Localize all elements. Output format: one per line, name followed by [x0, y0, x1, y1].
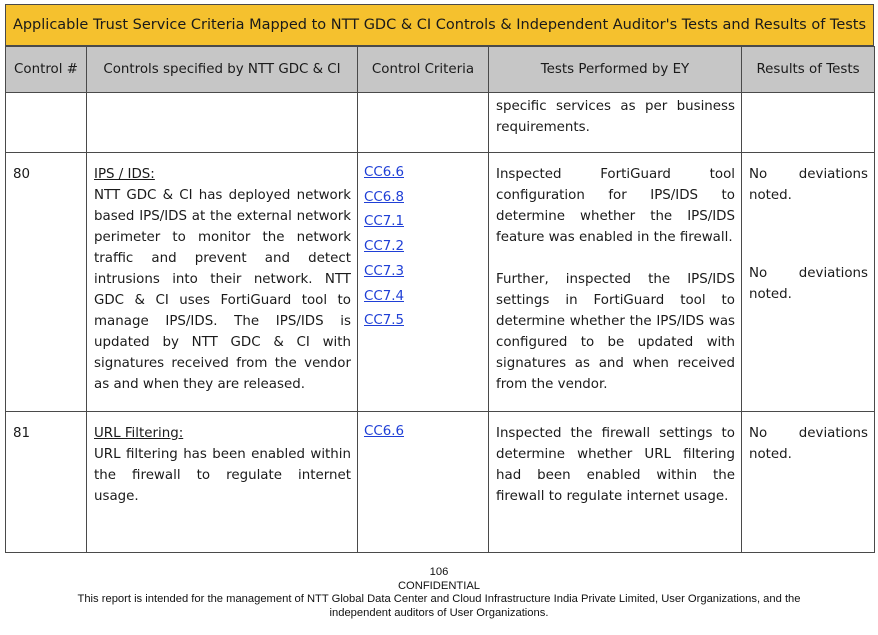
continuation-criteria-cell — [358, 93, 489, 153]
header-tests: Tests Performed by EY — [489, 47, 742, 93]
control-description-cell — [87, 153, 358, 412]
footer-notice-line-2: independent auditors of User Organizations. — [329, 606, 549, 619]
continuation-tests-text: specific services as per business requirements. — [496, 99, 735, 135]
criteria-link[interactable]: CC7.4 — [364, 288, 404, 304]
table-header-row — [6, 47, 875, 93]
test-description: Inspected FortiGuard tool configuration for IPS/IDS to determine whether the IPS/IDS feature was enabled in the firewall. — [496, 167, 735, 245]
header-results: Results of Tests — [742, 47, 875, 93]
continuation-controls-cell — [87, 93, 358, 153]
control-description: NTT GDC & CI has deployed network based IPS/IDS at the external network perimeter to monitor the network traffic and prevent and detect intrusions into their network. NTT GDC & CI uses FortiGuard tool to manage IPS/IDS. The IPS/IDS is updated by NTT GDC & CI with signatures received from the vendor as and when they are released. — [94, 188, 351, 392]
control-number-cell — [6, 153, 87, 412]
criteria-link[interactable]: CC6.6 — [364, 424, 404, 439]
table-row — [6, 412, 875, 553]
header-control-num: Control # — [6, 47, 87, 93]
table-row — [6, 153, 875, 412]
criteria-link[interactable]: CC7.1 — [364, 214, 404, 230]
control-heading: IPS / IDS: — [94, 167, 155, 182]
continuation-tests-cell — [489, 93, 742, 153]
table-row-continuation — [6, 93, 875, 153]
banner-title-text: Applicable Trust Service Criteria Mapped to NTT GDC & CI Controls & Independent Auditor's Tests and Results of Tests — [12, 17, 867, 33]
control-criteria-cell — [358, 153, 489, 412]
criteria-link[interactable]: CC7.5 — [364, 313, 404, 329]
control-number-cell — [6, 412, 87, 553]
page-footer — [0, 566, 878, 620]
test-description: Inspected the firewall settings to determine whether URL filtering had been enabled within the firewall to regulate internet usage. — [496, 426, 735, 504]
test-result: No deviations noted. — [749, 167, 868, 203]
test-result: No deviations noted. — [749, 426, 868, 462]
control-number: 80 — [13, 167, 31, 182]
criteria-link[interactable]: CC7.3 — [364, 263, 404, 279]
control-description-cell — [87, 412, 358, 553]
tests-performed-cell — [489, 412, 742, 553]
continuation-results-cell — [742, 93, 875, 153]
controls-table — [5, 46, 875, 553]
criteria-link[interactable]: CC7.2 — [364, 239, 404, 255]
control-number: 81 — [13, 426, 31, 441]
footer-notice-line-1: This report is intended for the management of NTT Global Data Center and Cloud Infrastructure India Private Limited, User Organizations, and the — [77, 593, 801, 605]
table-banner-title — [5, 4, 874, 46]
test-results-cell — [742, 153, 875, 412]
test-description: Further, inspected the IPS/IDS settings in FortiGuard tool to determine whether the IPS/IDS was configured to be updated with signatures as and when received from the vendor. — [496, 272, 735, 392]
header-criteria: Control Criteria — [358, 47, 489, 93]
criteria-link[interactable]: CC6.8 — [364, 189, 404, 205]
control-heading: URL Filtering: — [94, 426, 184, 441]
control-description: URL filtering has been enabled within the firewall to regulate internet usage. — [94, 447, 351, 504]
test-result: No deviations noted. — [749, 266, 868, 302]
header-controls: Controls specified by NTT GDC & CI — [87, 47, 358, 93]
continuation-control-cell — [6, 93, 87, 153]
page-number: 106 — [429, 566, 449, 578]
test-results-cell — [742, 412, 875, 553]
control-criteria-cell — [358, 412, 489, 553]
confidential-label: CONFIDENTIAL — [397, 579, 481, 592]
criteria-link[interactable]: CC6.6 — [364, 165, 404, 180]
tests-performed-cell — [489, 153, 742, 412]
